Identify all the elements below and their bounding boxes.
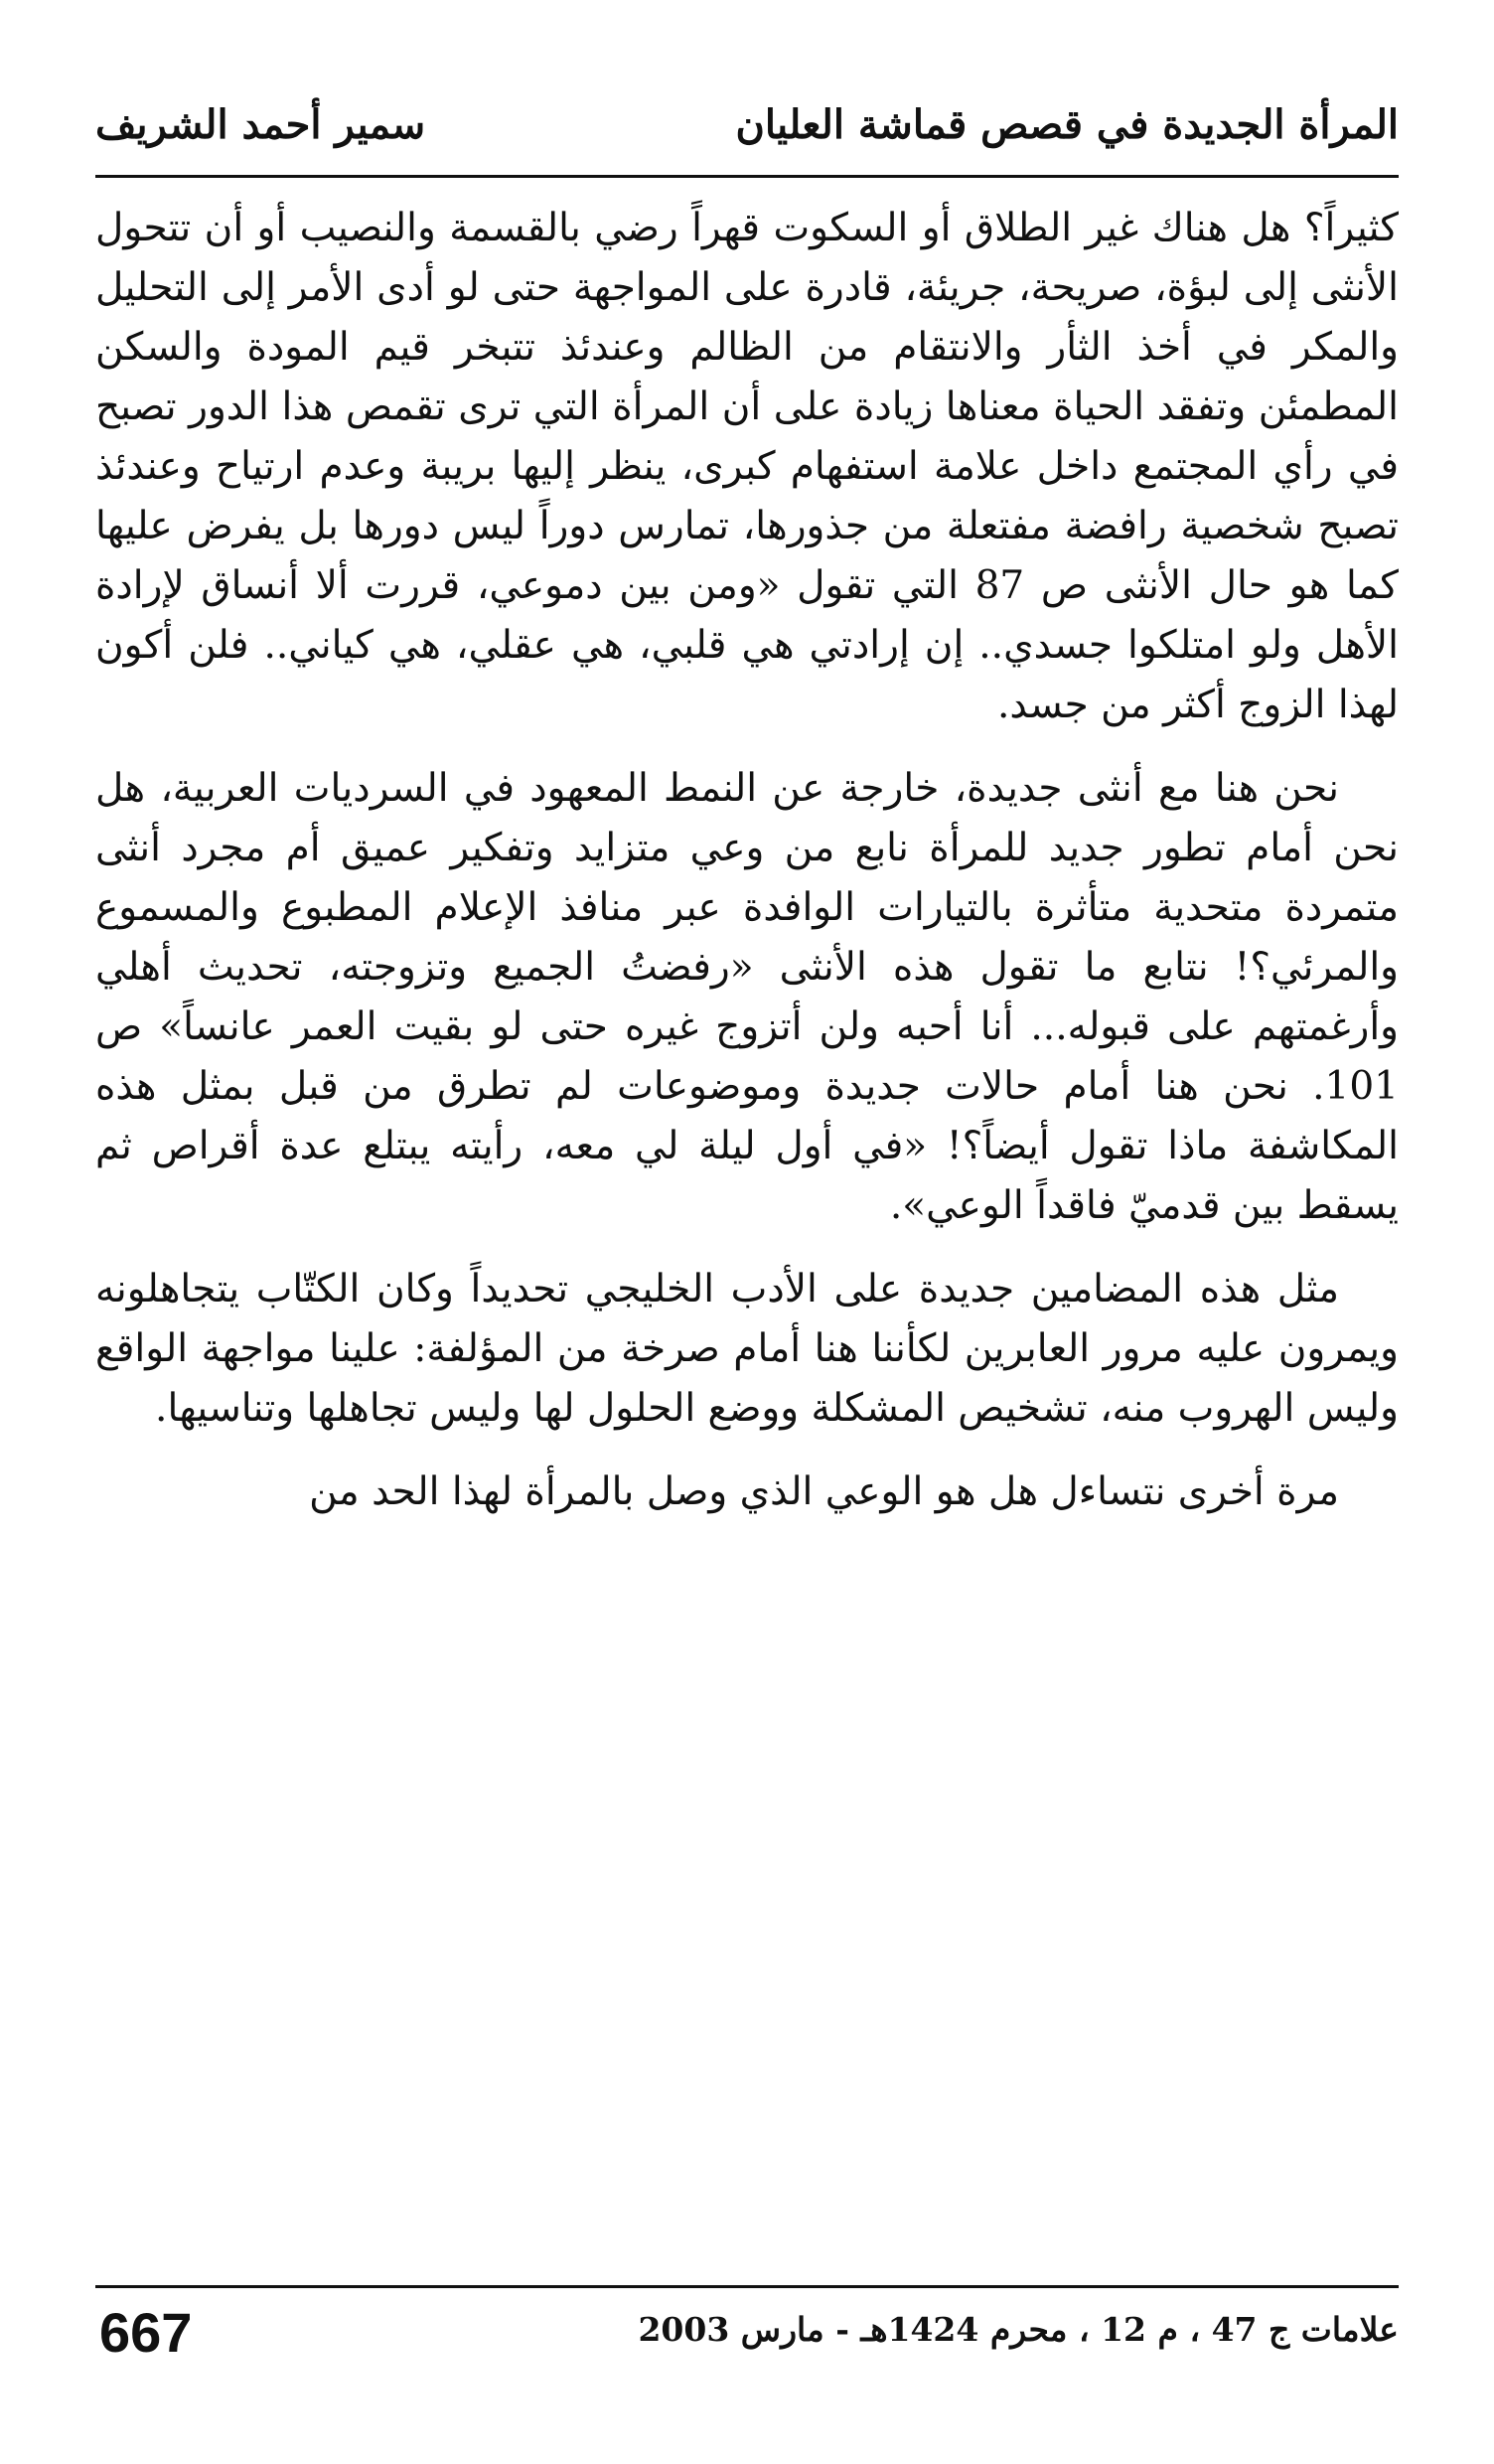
running-header [95, 95, 1399, 178]
paragraph-4: مرة أخرى نتساءل هل هو الوعي الذي وصل بالمرأة لهذا الحد من [309, 1469, 1339, 1514]
article-body [95, 199, 1399, 2265]
paragraph-2: نحن هنا مع أنثى جديدة، خارجة عن النمط المعهود في السرديات العربية، هل نحن أمام تطور جديد للمرأة نابع من وعي متزايد وتفكير عميق أم مجرد أنثى متمردة متحدية متأثرة بالتيارات الوافدة عبر منافذ الإعلام المطبوع والمسموع والمرئي؟! نتابع ما تقول هذه الأنثى «رفضتُ الجميع وتزوجته، تحديث أهلي وأرغمتهم على قبوله... أنا أحبه ولن أتزوج غيره حتى لو بقيت العمر عانساً» ص 101. نحن هنا أمام حالات جديدة وموضوعات لم تطرق من قبل بمثل هذه المكاشفة ماذا تقول أيضاً؟! «في أول ليلة لي معه، رأيته يبتلع عدة أقراص ثم يسقط بين قدميّ فاقداً الوعي». [95, 766, 1399, 1228]
page-footer [95, 2285, 1399, 2387]
page-number: 667 [99, 2301, 193, 2364]
article-title: المرأة الجديدة في قصص قماشة العليان [735, 101, 1399, 148]
paragraph-1: كثيراً؟ هل هناك غير الطلاق أو السكوت قهراً رضي بالقسمة والنصيب أو أن تتحول الأنثى إلى لبؤة، صريحة، جريئة، قادرة على المواجهة حتى لو أدى الأمر إلى التحليل والمكر في أخذ الثأر والانتقام من الظالم وعندئذ تتبخر قيم المودة والسكن المطمئن وتفقد الحياة معناها زيادة على أن المرأة التي ترى تقمص هذا الدور تصبح في رأي المجتمع داخل علامة استفهام كبرى، ينظر إليها بريبة وعدم ارتياح وعندئذ تصبح شخصية رافضة مفتعلة من جذورها، تمارس دوراً ليس دورها بل يفرض عليها كما هو حال الأنثى ص 87 التي تقول «ومن بين دموعي، قررت ألا أنساق لإرادة الأهل ولو امتلكوا جسدي.. إن إرادتي هي قلبي، هي عقلي، هي كياني.. فلن أكون لهذا الزوج أكثر من جسد. [95, 206, 1399, 727]
journal-citation: علامات ج 47 ، م 12 ، محرم 1424هـ - مارس 2003 [638, 2310, 1399, 2349]
paragraph-3: مثل هذه المضامين جديدة على الأدب الخليجي تحديداً وكان الكتّاب يتجاهلونه ويمرون عليه مرور العابرين لكأننا هنا أمام صرخة من المؤلفة: علينا مواجهة الواقع وليس الهروب منه، تشخيص المشكلة ووضع الحلول لها وليس تجاهلها وتناسيها. [95, 1267, 1399, 1431]
author-name: سمير أحمد الشريف [95, 101, 426, 148]
